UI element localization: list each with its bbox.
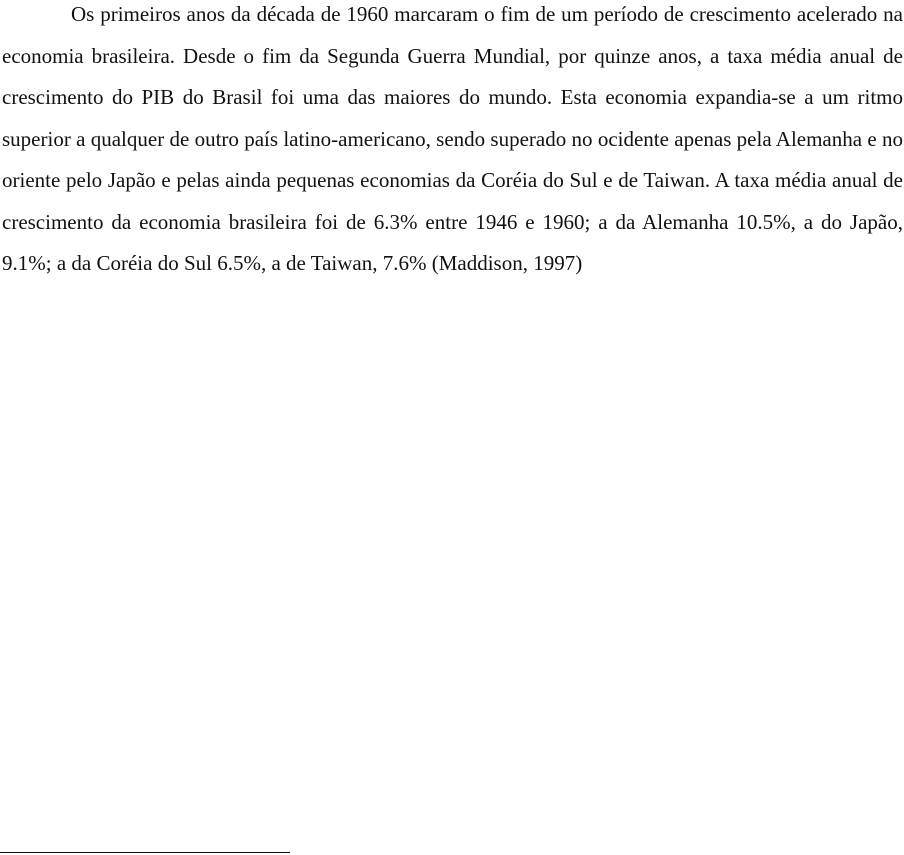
body-paragraph: Os primeiros anos da década de 1960 marcaram o fim de um período de crescimento acelerado na economia brasileira. Desde o fim da Segunda Guerra Mundial, por quinze anos, a taxa média anual de crescimento do PIB do Brasil foi uma das maiores do mundo. Esta economia expandia-se a um ritmo superior a qualquer de outro país latino-americano, sendo superado no ocidente apenas pela Alemanha e no oriente pelo Japão e pelas ainda pequenas economias da Coréia do Sul e de Taiwan. A taxa média anual de crescimento da economia brasileira foi de 6.3% entre 1946 e 1960; a da Alemanha 10.5%, a do Japão, 9.1%; a da Coréia do Sul 6.5%, a de Taiwan, 7.6% (Maddison, 1997) <box>2 2 903 275</box>
footnote-separator <box>0 852 290 853</box>
